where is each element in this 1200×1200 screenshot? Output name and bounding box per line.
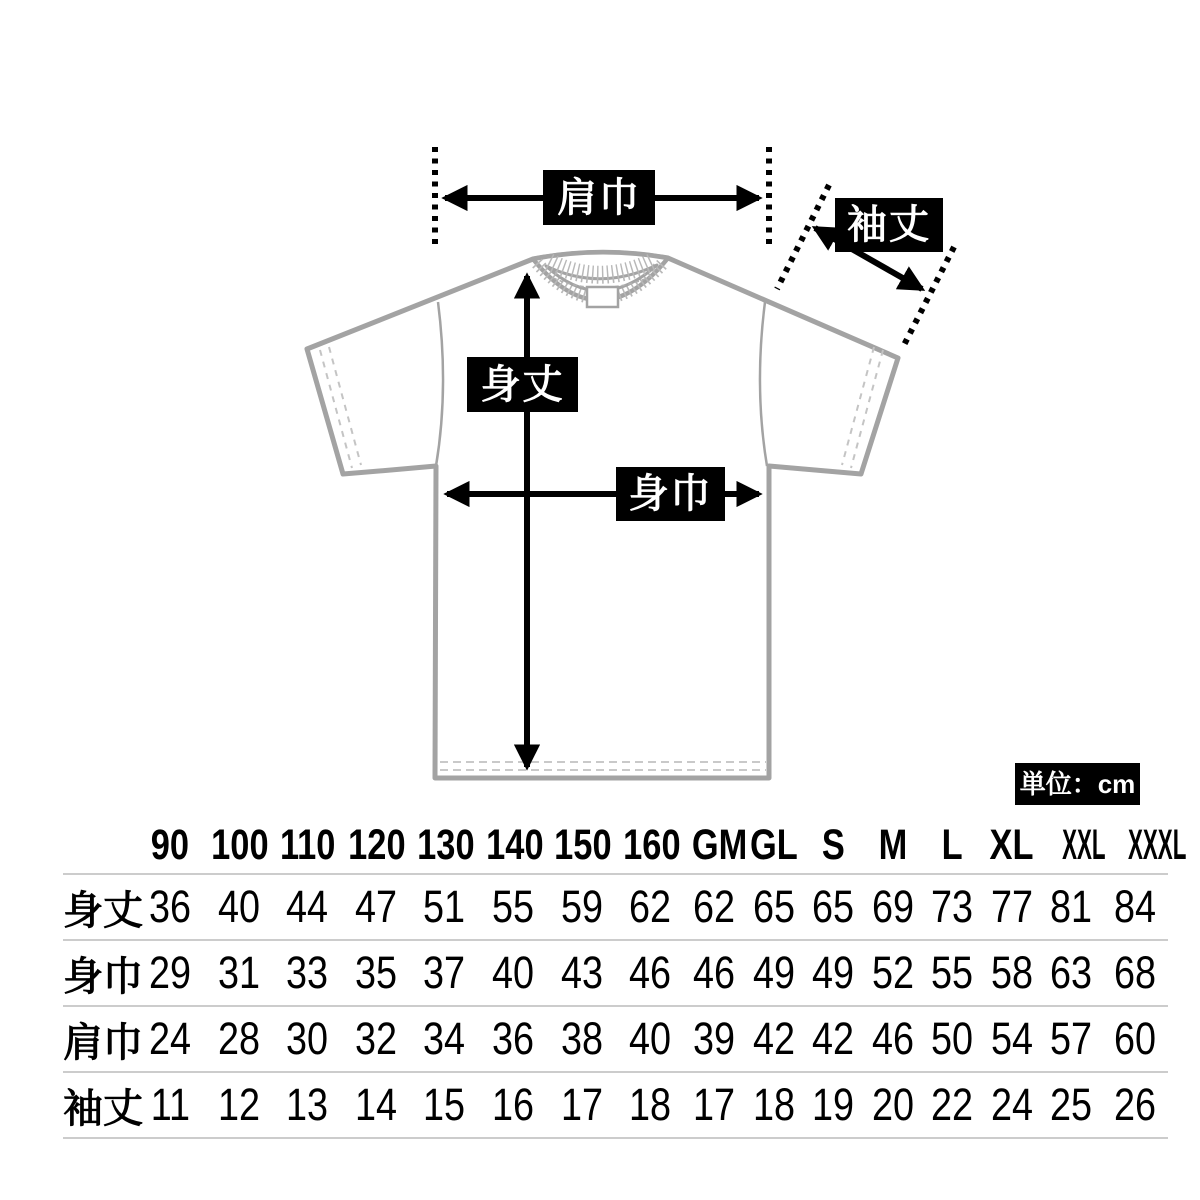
- size-col-header: GM: [691, 821, 747, 869]
- measurement-value-cell: 59: [560, 881, 603, 932]
- measurement-value-cell: 38: [560, 1013, 603, 1064]
- corner-cell: [63, 818, 136, 874]
- measurement-value-cell: 24: [148, 1013, 191, 1064]
- size-col-header: M: [878, 821, 908, 869]
- guide-sleeve-top: [777, 185, 829, 289]
- size-col-header: XXL: [1061, 821, 1106, 869]
- measurement-value-cell: 17: [693, 1079, 736, 1130]
- size-col-header: XXXL: [1128, 821, 1187, 869]
- size-col-header: GL: [750, 821, 798, 869]
- label-sleeve-length: 袖丈: [835, 198, 943, 252]
- measurement-row-label: 身巾: [63, 954, 143, 999]
- measurement-value-cell: 46: [693, 947, 736, 998]
- measurement-value-cell: 11: [150, 1079, 190, 1130]
- measurement-value-cell: 58: [990, 947, 1033, 998]
- measurement-value-cell: 33: [286, 947, 329, 998]
- size-col-header: 130: [417, 821, 475, 869]
- measurement-value-cell: 60: [1113, 1013, 1156, 1064]
- measurement-value-cell: 49: [752, 947, 795, 998]
- measurement-value-cell: 13: [286, 1079, 329, 1130]
- measurement-row: [63, 874, 1168, 940]
- unit-label: 単位：cm: [1015, 763, 1140, 805]
- measurement-row-label: 肩巾: [63, 1020, 143, 1065]
- guide-sleeve-bottom: [904, 247, 954, 345]
- measurement-value-cell: 18: [629, 1079, 672, 1130]
- measurement-value-cell: 47: [354, 881, 397, 932]
- measurement-value-cell: 62: [693, 881, 736, 932]
- measurement-row: [63, 1072, 1168, 1138]
- size-col-header: 100: [211, 821, 269, 869]
- measurement-value-cell: 15: [423, 1079, 466, 1130]
- measurement-value-cell: 26: [1113, 1079, 1156, 1130]
- tshirt-outline: [307, 252, 898, 778]
- measurement-value-cell: 36: [491, 1013, 535, 1064]
- label-body-length: 身丈: [467, 357, 578, 412]
- measurement-value-cell: 81: [1050, 881, 1093, 932]
- measurement-value-cell: 39: [693, 1013, 736, 1064]
- measurement-value-cell: 55: [931, 947, 974, 998]
- size-col-header: 160: [623, 821, 681, 869]
- measurement-value-cell: 57: [1050, 1013, 1093, 1064]
- measurement-value-cell: 19: [812, 1079, 855, 1130]
- measurement-value-cell: 44: [286, 881, 329, 932]
- measurement-value-cell: 32: [354, 1013, 397, 1064]
- size-col-header: 150: [554, 821, 612, 869]
- measurement-value-cell: 30: [286, 1013, 329, 1064]
- size-col-header: 140: [485, 821, 544, 869]
- measurement-value-cell: 73: [931, 881, 974, 932]
- measurement-value-cell: 46: [871, 1013, 914, 1064]
- measurement-value-cell: 40: [629, 1013, 672, 1064]
- measurement-value-cell: 42: [752, 1013, 795, 1064]
- size-header-row: [63, 818, 1168, 874]
- measurement-value-cell: 62: [629, 881, 672, 932]
- measurement-value-cell: 65: [812, 881, 855, 932]
- measurement-value-cell: 25: [1050, 1079, 1093, 1130]
- measurement-value-cell: 40: [491, 947, 535, 998]
- size-col-header: 120: [348, 821, 407, 869]
- size-col-header: S: [821, 821, 845, 869]
- measurement-value-cell: 20: [871, 1079, 914, 1130]
- measurement-value-cell: 69: [871, 881, 914, 932]
- measurement-value-cell: 40: [217, 881, 260, 932]
- size-col-header: 90: [150, 821, 190, 869]
- measurement-value-cell: 63: [1050, 947, 1093, 998]
- label-body-width: 身巾: [616, 467, 725, 521]
- measurement-value-cell: 68: [1113, 947, 1156, 998]
- label-shoulder-width: 肩巾: [543, 170, 655, 225]
- measurement-value-cell: 29: [148, 947, 191, 998]
- measurement-value-cell: 18: [752, 1079, 795, 1130]
- measurement-value-cell: 51: [423, 881, 466, 932]
- measurement-row-label: 身丈: [63, 888, 143, 933]
- measurement-value-cell: 17: [560, 1079, 603, 1130]
- measurement-value-cell: 34: [423, 1013, 466, 1064]
- neck-tag: [587, 287, 618, 307]
- measurement-value-cell: 50: [931, 1013, 974, 1064]
- measurement-value-cell: 65: [752, 881, 795, 932]
- measurement-row: [63, 1006, 1168, 1072]
- measurement-value-cell: 55: [491, 881, 535, 932]
- measurement-value-cell: 36: [148, 881, 191, 932]
- size-table: [63, 818, 1187, 1139]
- measurement-value-cell: 54: [990, 1013, 1033, 1064]
- measurement-value-cell: 84: [1113, 881, 1156, 932]
- measurement-value-cell: 16: [491, 1079, 535, 1130]
- size-col-header: L: [941, 821, 963, 869]
- measurement-value-cell: 42: [812, 1013, 855, 1064]
- measurement-value-cell: 77: [990, 881, 1033, 932]
- measurement-value-cell: 31: [217, 947, 260, 998]
- measurement-row: [63, 940, 1168, 1006]
- measurement-value-cell: 12: [217, 1079, 260, 1130]
- size-col-header: XL: [989, 821, 1034, 869]
- size-col-header: 110: [279, 821, 336, 869]
- measurement-value-cell: 14: [354, 1079, 397, 1130]
- measurement-value-cell: 28: [217, 1013, 260, 1064]
- measurement-value-cell: 49: [812, 947, 855, 998]
- measurement-value-cell: 46: [629, 947, 672, 998]
- measurement-row-label: 袖丈: [63, 1086, 143, 1131]
- measurement-value-cell: 22: [931, 1079, 974, 1130]
- measurement-value-cell: 37: [423, 947, 466, 998]
- measurement-value-cell: 52: [871, 947, 914, 998]
- measurement-value-cell: 35: [354, 947, 397, 998]
- measurement-value-cell: 43: [560, 947, 603, 998]
- measurement-value-cell: 24: [990, 1079, 1033, 1130]
